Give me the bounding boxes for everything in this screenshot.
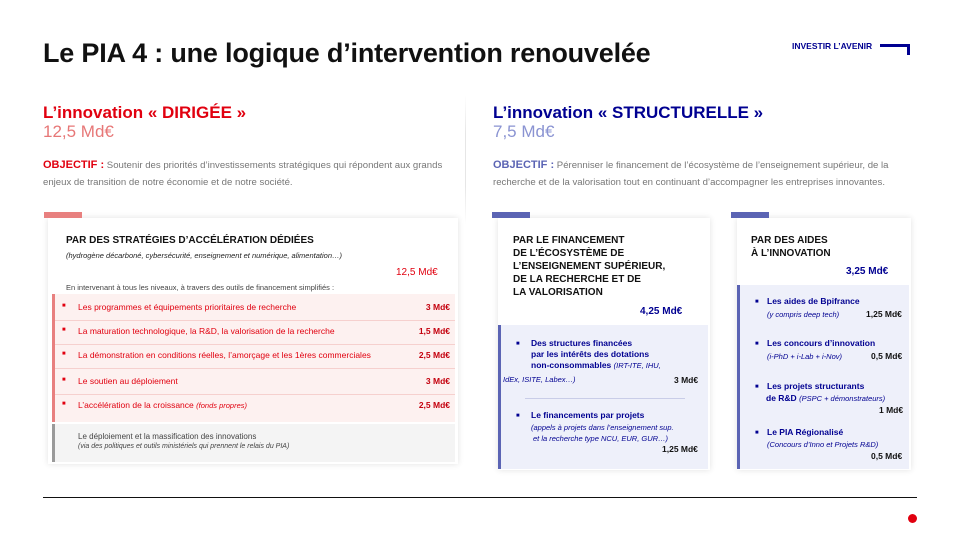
strategies-card-title: PAR DES STRATÉGIES D’ACCÉLÉRATION DÉDIÉES <box>66 235 314 246</box>
aides-item-label: Les aides de Bpifrance <box>767 296 860 306</box>
list-item-label: Le soutien au déploiement <box>78 376 178 386</box>
left-objectif-label: OBJECTIF : <box>43 159 105 171</box>
aides-item-value: 1 Md€ <box>879 405 904 415</box>
title-line: À L’INNOVATION <box>751 248 831 259</box>
aides-item-label: Les concours d’innovation <box>767 338 876 348</box>
left-objectif-text: Soutenir des priorités d’investissements stratégiques qui répondent aux grands enjeux de transition de notre économie et de notre société. <box>43 160 443 188</box>
list-item <box>52 370 455 395</box>
title-line: PAR DES AIDES <box>751 235 828 246</box>
structures-note-2: IdEx, ISITE, Labex…) <box>503 375 576 384</box>
bullet-icon: ■ <box>516 341 520 347</box>
label-line-text: non-consommables <box>531 360 612 370</box>
investir-avenir-logo <box>792 41 918 57</box>
column-separator <box>465 95 466 225</box>
structures-note: (IRT-ITE, IHU, <box>613 361 661 370</box>
bullet-icon: ■ <box>516 413 520 419</box>
ecosysteme-list-accent <box>498 325 501 469</box>
list-item-note: (fonds propres) <box>196 401 247 410</box>
list-item <box>52 296 455 321</box>
logo-bar <box>880 44 910 47</box>
list-item-value: 3 Md€ <box>425 302 450 312</box>
aides-item-value: 0,5 Md€ <box>871 451 903 461</box>
left-heading: L’innovation « DIRIGÉE » <box>43 103 247 122</box>
list-item-label: La démonstration en conditions réelles, l’amorçage et les 1ères commerciales <box>78 350 371 360</box>
strategies-card-intro: En intervenant à tous les niveaux, à travers des outils de financement simplifiés : <box>66 283 335 292</box>
aides-item-label-2 <box>766 393 885 404</box>
list-item-label: Les programmes et équipements prioritaires de recherche <box>78 302 297 312</box>
aides-item-note: (y compris deep tech) <box>767 310 840 319</box>
label-line: par les intérêts des dotations <box>531 349 650 359</box>
aides-item-label-2-text: de R&D <box>766 393 797 403</box>
footer-rule <box>43 497 917 498</box>
aides-item-value: 0,5 Md€ <box>871 351 903 361</box>
financements-note-2: et la recherche type NCU, EUR, GUR…) <box>533 434 669 443</box>
deployment-note: (via des politiques et outils ministériels qui prennent le relais du PIA) <box>78 443 290 450</box>
title-line: DE LA RECHERCHE ET DE <box>513 274 641 285</box>
list-item-value: 2,5 Md€ <box>418 400 450 410</box>
right-objectif-label: OBJECTIF : <box>493 159 555 171</box>
strategies-list-accent <box>52 294 55 422</box>
strategies-card-subtitle: (hydrogène décarboné, cybersécurité, enseignement et numérique, alimentation…) <box>66 251 342 260</box>
list-item <box>52 394 455 419</box>
bullet-icon: ■ <box>62 351 66 357</box>
right-heading: L’innovation « STRUCTURELLE » <box>493 103 764 122</box>
aides-card-title <box>751 234 831 260</box>
list-item-label: La maturation technologique, la R&D, la valorisation de la recherche <box>78 326 335 336</box>
footer-dot <box>908 514 917 523</box>
title-line: L’ENSEIGNEMENT SUPÉRIEUR, <box>513 261 666 272</box>
financements-note-1: (appels à projets dans l’enseignement sup. <box>531 423 674 432</box>
right-amount: 7,5 Md€ <box>493 122 555 141</box>
list-item-value: 1,5 Md€ <box>418 326 450 336</box>
list-item-label-text: L’accélération de la croissance <box>78 400 194 410</box>
aides-item-label: Le PIA Régionalisé <box>767 427 844 437</box>
aides-item-note: (PSPC + démonstrateurs) <box>799 394 886 403</box>
left-objectif <box>43 157 453 191</box>
list-item-value: 2,5 Md€ <box>418 350 450 360</box>
deployment-block-accent <box>52 424 55 462</box>
aides-item-note: (Concours d’Inno et Projets R&D) <box>767 440 879 449</box>
bullet-icon: ■ <box>62 303 66 309</box>
aides-item-note: (i-PhD + i-Lab + i-Nov) <box>767 352 843 361</box>
bullet-icon: ■ <box>62 401 66 407</box>
title-line: LA VALORISATION <box>513 287 603 298</box>
page-title: Le PIA 4 : une logique d’intervention renouvelée <box>43 38 651 68</box>
bullet-icon: ■ <box>755 384 759 390</box>
ecosysteme-divider <box>525 398 685 399</box>
bullet-icon: ■ <box>755 430 759 436</box>
logo-stem <box>907 44 910 55</box>
structures-financees-label <box>531 338 661 371</box>
financements-value: 1,25 Md€ <box>662 444 698 454</box>
ecosysteme-card-amount: 4,25 Md€ <box>640 306 683 317</box>
aides-item-label: Les projets structurants <box>767 381 865 391</box>
label-line: Des structures financées <box>531 338 633 348</box>
deployment-text: Le déploiement et la massification des innovations <box>78 432 257 441</box>
bullet-icon: ■ <box>62 327 66 333</box>
right-objectif <box>493 157 923 191</box>
financements-projets-label: Le financements par projets <box>531 410 645 420</box>
aides-card-amount: 3,25 Md€ <box>846 266 889 277</box>
ecosysteme-card-tab <box>492 212 530 218</box>
bullet-icon: ■ <box>62 377 66 383</box>
left-amount: 12,5 Md€ <box>43 122 114 141</box>
title-line: PAR LE FINANCEMENT <box>513 235 625 246</box>
list-item <box>52 344 455 369</box>
list-item <box>52 320 455 345</box>
right-objectif-text: Pérenniser le financement de l’écosystème de l’enseignement supérieur, de la recherche et de la valorisation tout en continuant d’accompagner les entreprises innovantes. <box>493 160 889 188</box>
bullet-icon: ■ <box>755 341 759 347</box>
bullet-icon: ■ <box>755 299 759 305</box>
list-item-value: 3 Md€ <box>425 376 450 386</box>
ecosysteme-card-title <box>513 234 665 299</box>
strategies-list <box>52 294 455 422</box>
aides-item-value: 1,25 Md€ <box>866 309 902 319</box>
logo-text: INVESTIR L’AVENIR <box>792 41 873 51</box>
aides-list-accent <box>737 285 740 469</box>
aides-card-tab <box>731 212 769 218</box>
list-item-label <box>78 400 247 410</box>
label-line <box>531 360 661 371</box>
strategies-card-tab <box>44 212 82 218</box>
title-line: DE L’ÉCOSYSTÈME DE <box>513 248 625 259</box>
structures-value: 3 Md€ <box>674 375 699 385</box>
strategies-card-amount: 12,5 Md€ <box>396 267 438 278</box>
